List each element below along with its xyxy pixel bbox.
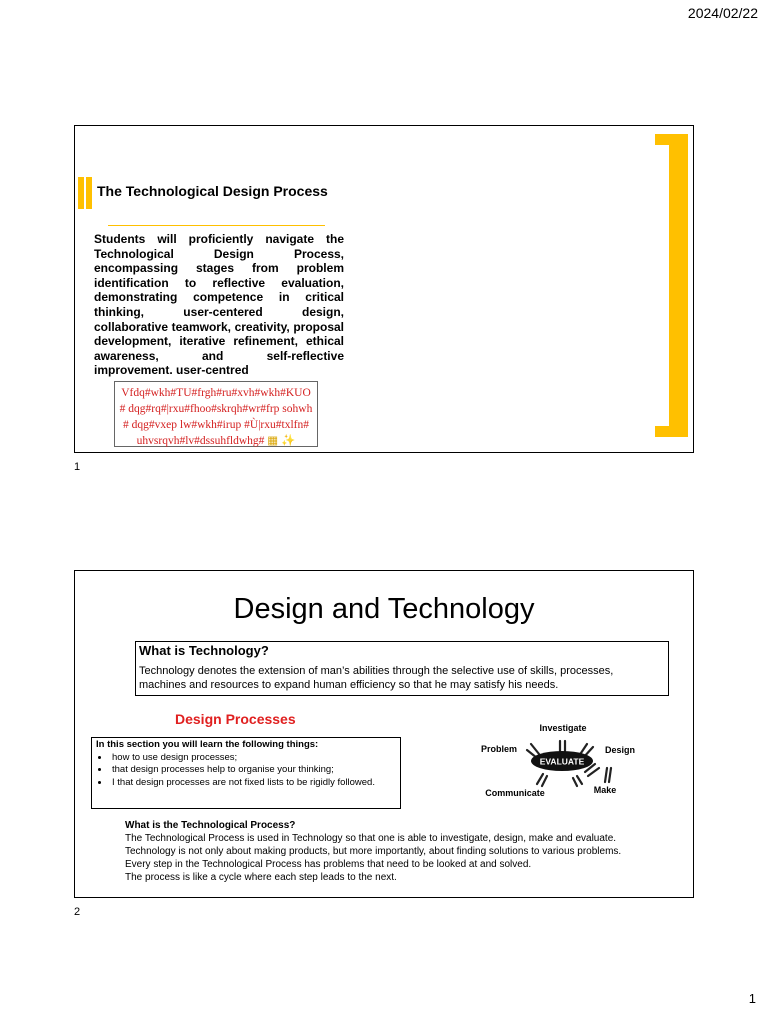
arrow-icon [577, 776, 582, 784]
qr-sparkle-icon: ▦ ✨ [267, 435, 296, 447]
slide-number: 2 [74, 906, 81, 918]
learning-list [96, 752, 396, 790]
technology-question: What is Technology? [139, 643, 269, 658]
slide-1 [74, 125, 694, 453]
yellow-title-marker [86, 177, 92, 209]
arrow-icon [542, 776, 547, 786]
list-item: • I that design processes are not fixed lists to be rigidly followed. [110, 777, 396, 790]
technological-process-section [125, 819, 685, 884]
slide-body-text: Students will proficiently navigate the Technological Design Process, encompassing stages from problem identification to reflective evaluation, demonstrating competence in critical thinking, user-centered design, collaborative teamwork, creativity, proposal development, iterative refinement, ethical awareness, and self-reflective improvement. user-centred [94, 232, 344, 378]
page-number: 1 [748, 991, 756, 1006]
list-item: • how to use design processes; [110, 752, 396, 765]
slide-number: 1 [74, 461, 81, 473]
paragraph-line: Technology is not only about making products, but more importantly, about finding solutions to various problems. [125, 846, 622, 857]
arrow-icon [537, 774, 543, 784]
yellow-accent-top [655, 134, 669, 145]
communicate-label: Communicate [485, 788, 545, 798]
evaluate-label: EVALUATE [539, 756, 585, 767]
yellow-title-marker [78, 177, 84, 209]
technology-definition-box [135, 641, 669, 696]
slide-2 [74, 570, 694, 898]
investigate-label: Investigate [539, 723, 587, 733]
slide-title: Design and Technology [233, 593, 535, 625]
paragraph-line: Every step in the Technological Process has problems that need to be looked at and solved. [125, 859, 532, 870]
yellow-accent-bar [669, 134, 688, 437]
paragraph-line: The process is like a cycle where each step leads to the next. [125, 872, 397, 883]
print-date: 2024/02/22 [687, 5, 758, 21]
paragraph-line: The Technological Process is used in Technology so that one is able to investigate, design, make and evaluate. [125, 833, 617, 844]
section-heading: What is the Technological Process? [125, 820, 296, 831]
design-cycle-diagram [465, 716, 650, 806]
list-item: • that design processes help to organise your thinking; [110, 764, 396, 777]
encoded-text: Vfdq#wkh#TU#frgh#ru#xvh#wkh#KUO# dqg#rq#|rxu#fhoo#skrqh#wr#frp sohwh# dqg#vxep lw#wkh#irup #Ù|rxu#txlfn# uhvsrqvh#lv#dssuhfldwhg# [119, 387, 313, 447]
design-label: Design [604, 745, 636, 755]
problem-label: Problem [480, 744, 518, 754]
technology-definition: Technology denotes the extension of man’s abilities through the selective use of skills, processes, machines and resources to expand human efficiency so that he may satisfy his needs. [139, 665, 614, 691]
arrow-icon [531, 744, 539, 754]
design-processes-heading: Design Processes [175, 711, 296, 727]
learning-heading: In this section you will learn the following things: [96, 739, 319, 750]
arrow-icon [605, 768, 607, 782]
arrow-icon [609, 768, 611, 782]
title-divider [108, 225, 325, 226]
make-label: Make [593, 785, 617, 795]
slide-title: The Technological Design Process [97, 183, 328, 199]
encoded-text-box [114, 381, 318, 447]
arrow-icon [573, 778, 577, 786]
learning-objectives-box [91, 737, 401, 809]
yellow-accent-bottom [655, 426, 669, 437]
